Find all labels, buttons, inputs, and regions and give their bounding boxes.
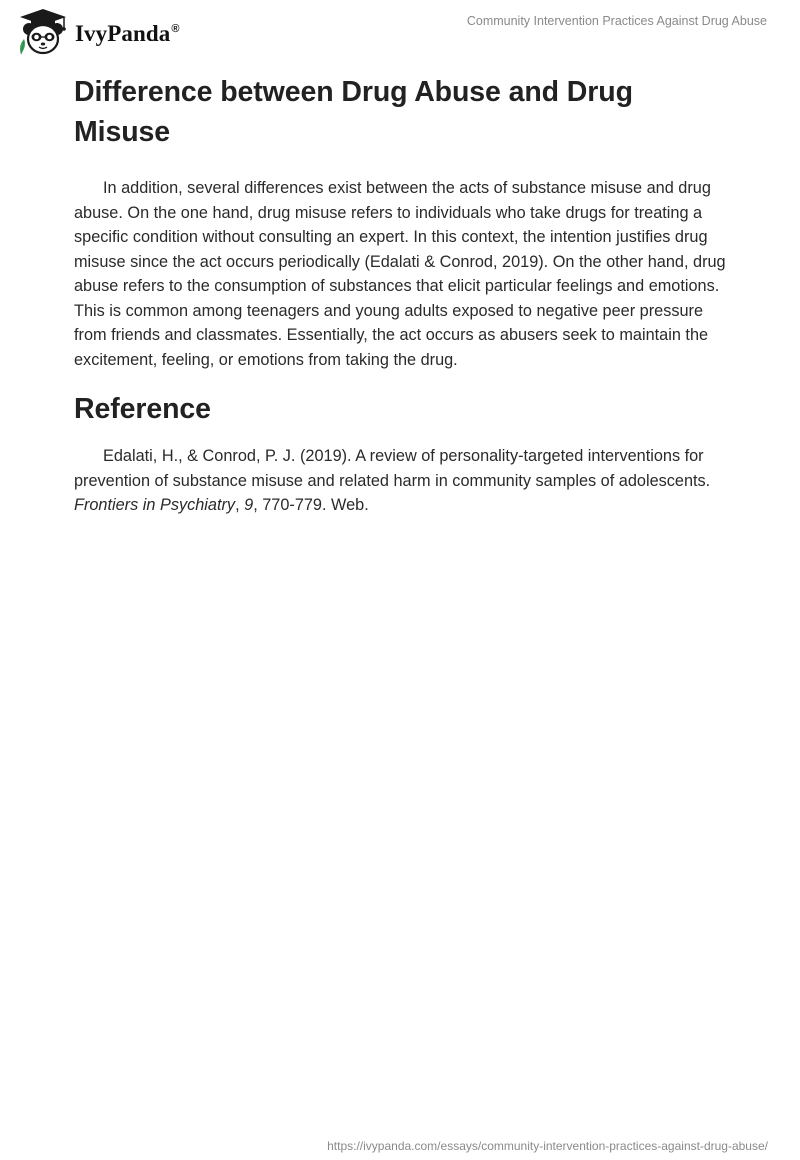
running-title: Community Intervention Practices Against Drug Abuse bbox=[466, 14, 767, 28]
section-title-difference: Difference between Drug Abuse and Drug Misuse bbox=[74, 76, 633, 148]
footer-source-url[interactable]: https://ivypanda.com/essays/community-intervention-practices-against-drug-abuse/ bbox=[327, 1139, 768, 1153]
reference-pages: , 770-779. Web. bbox=[253, 496, 369, 514]
brand-name: IvyPanda® bbox=[75, 21, 180, 46]
reference-journal: Frontiers in Psychiatry bbox=[74, 496, 236, 514]
section-title-reference: Reference bbox=[74, 393, 211, 425]
page-header bbox=[0, 0, 800, 64]
reference-citation-text: Edalati, H., & Conrod, P. J. (2019). A review of personality-targeted interventions for prevention of substance misuse and related harm in community samples of adolescents. bbox=[74, 447, 711, 490]
reference-volume: 9 bbox=[244, 496, 254, 514]
body-paragraph: In addition, several differences exist between the acts of substance misuse and drug abuse. On the one hand, drug misuse refers to individuals who take drugs for treating a specific condition without consulting an expert. In this context, the intention justifies drug misuse since the act occurs periodically (Edalati & Conrod, 2019). On the other hand, drug abuse refers to the consumption of substances that elicit particular feelings and emotions. This is common among teenagers and young adults exposed to negative peer pressure from friends and classmates. Essentially, the act occurs as abusers seek to maintain the excitement, feeling, or emotions from taking the drug. bbox=[74, 179, 726, 369]
essay-content bbox=[74, 72, 734, 518]
ivypanda-logo[interactable] bbox=[14, 6, 180, 58]
reference-entry bbox=[74, 444, 734, 518]
registered-mark: ® bbox=[171, 23, 180, 36]
reference-separator: , bbox=[235, 496, 245, 514]
panda-graduate-icon bbox=[14, 6, 72, 58]
